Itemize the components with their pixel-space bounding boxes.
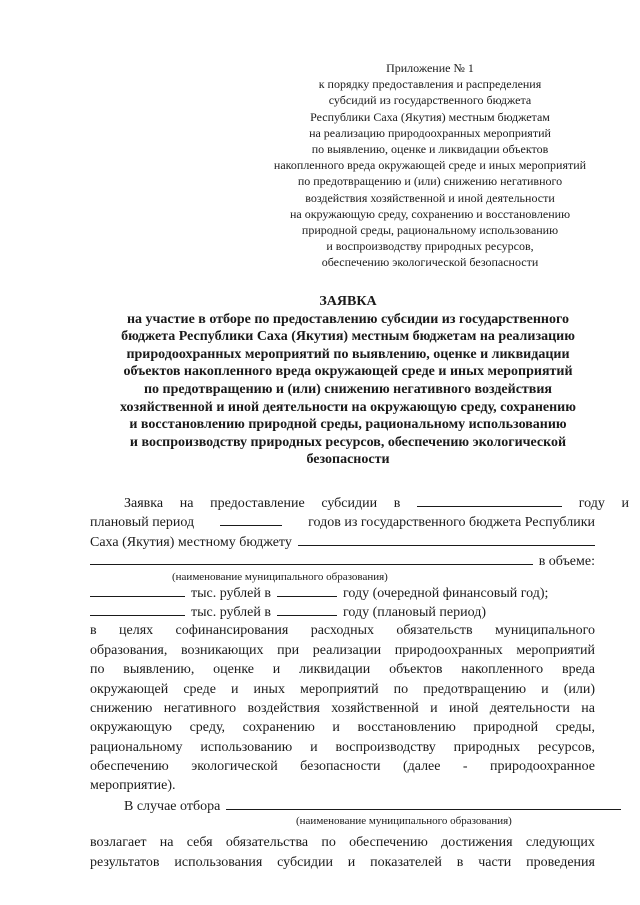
text: плановый период	[90, 515, 195, 531]
text: и	[230, 681, 239, 697]
text: обеспечению	[90, 759, 169, 775]
body-line	[90, 757, 595, 776]
body-line	[90, 512, 595, 531]
text: природных	[453, 739, 521, 755]
body-line	[90, 660, 595, 679]
title-line: и восстановлению природной среды, рациональному использованию	[129, 417, 567, 433]
body-line	[90, 551, 595, 570]
document-body	[90, 493, 629, 872]
text: окружающую	[90, 720, 173, 736]
text: возлагает	[90, 835, 147, 851]
title-line: объектов накопленного вреда окружающей среде и иных мероприятий	[123, 364, 573, 380]
body-line	[90, 699, 595, 718]
body-line	[90, 776, 595, 795]
text: природной	[473, 720, 539, 736]
text: Заявка	[124, 496, 164, 511]
text: при	[277, 642, 300, 658]
text: году (очередной финансовый год);	[342, 585, 549, 601]
text: В случае отбора	[124, 798, 221, 814]
title-line: и воспроизводству природных ресурсов, обеспечению экологической	[129, 434, 567, 450]
text: и	[332, 720, 340, 736]
municipality-blank[interactable]	[298, 532, 595, 546]
text: (далее	[402, 759, 441, 775]
text: среде	[183, 681, 216, 697]
text: в	[90, 623, 97, 639]
body-line	[90, 532, 595, 551]
text: предоставление	[210, 496, 305, 511]
text: ресурсов,	[538, 739, 595, 755]
body-line	[90, 641, 595, 660]
text: объектов	[389, 662, 443, 678]
text: и	[430, 700, 438, 716]
text: по	[393, 681, 409, 697]
text: снижению	[90, 700, 153, 716]
text: (или)	[563, 681, 595, 697]
amount-current-year-blank[interactable]	[90, 583, 185, 597]
title-line: по предотвращению и (или) снижению негативного воздействия	[143, 381, 553, 397]
body-line	[90, 833, 595, 852]
text: окружающей	[90, 681, 169, 697]
text: в	[393, 496, 401, 511]
text: следующих	[525, 835, 595, 851]
text: обязательств	[396, 623, 473, 639]
text: выявлению,	[123, 662, 195, 678]
text: на	[159, 835, 174, 851]
title-line: природоохранных мероприятий по выявлению, оценке и ликвидации	[126, 346, 570, 362]
appendix-line: природной среды, рациональному использованию	[301, 223, 559, 238]
planned-period-blank[interactable]	[220, 512, 282, 526]
text: негативного	[163, 700, 237, 716]
text: достижения	[441, 835, 513, 851]
text: и	[272, 662, 281, 678]
appendix-header	[230, 60, 630, 271]
title-line: на участие в отборе по предоставлению субсидии из государственного	[126, 311, 570, 327]
text: тыс. рублей в	[191, 604, 271, 620]
text: по	[90, 662, 105, 678]
text: и	[541, 681, 549, 697]
text: обязательства	[225, 835, 309, 851]
text: по	[321, 835, 336, 851]
text: использованию	[200, 739, 293, 755]
amount-planned-year-blank[interactable]	[90, 602, 185, 616]
text: годов из государственного бюджета Республики	[308, 515, 595, 531]
text: субсидии	[277, 854, 333, 870]
text: иной	[448, 700, 479, 716]
body-line	[90, 493, 629, 512]
text: воздействия	[247, 700, 320, 716]
caption-municipality-2: (наименование муниципального образования)	[296, 815, 512, 828]
text: использования	[174, 854, 263, 870]
text: иных	[253, 681, 285, 697]
body-line	[90, 680, 595, 699]
body-line	[90, 718, 595, 737]
appendix-line: на окружающую среду, сохранению и восстановлению	[289, 206, 571, 221]
text: восстановлению	[357, 720, 456, 736]
text: тыс. рублей в	[191, 585, 271, 601]
body-line	[90, 738, 595, 757]
text: сохранению	[242, 720, 315, 736]
text: деятельности	[489, 700, 570, 716]
text: в объеме:	[538, 554, 595, 570]
text: мероприятий	[300, 681, 379, 697]
body-line	[90, 796, 629, 815]
text: себя	[186, 835, 213, 851]
text: и	[347, 854, 356, 870]
text: части	[478, 854, 512, 870]
text: муниципального	[495, 623, 595, 639]
text: вреда	[561, 662, 595, 678]
appendix-line: накопленного вреда окружающей среде и иных мероприятий	[273, 158, 587, 173]
text: мероприятий	[516, 642, 595, 658]
year-blank[interactable]	[417, 493, 562, 507]
text: расходных	[310, 623, 375, 639]
title-heading: ЗАЯВКА	[319, 294, 377, 309]
text: Саха (Якутия) местному бюджету	[90, 534, 292, 550]
text: на	[179, 496, 194, 511]
appendix-line: воздействия хозяйственной и иной деятельности	[305, 190, 555, 205]
text: проведения	[526, 854, 595, 870]
text: году	[578, 496, 605, 511]
text: хозяйственной	[331, 700, 419, 716]
text: реализации	[312, 642, 382, 658]
text: среды,	[555, 720, 595, 736]
text: и	[310, 739, 318, 755]
appendix-line: субсидий из государственного бюджета	[328, 93, 532, 108]
text: безопасности	[300, 759, 381, 775]
text: рациональному	[90, 739, 183, 755]
selected-municipality-blank[interactable]	[226, 796, 621, 810]
text: накопленного	[461, 662, 544, 678]
text: году (плановый период)	[342, 604, 487, 620]
title-line: хозяйственной и иной деятельности на окружающую среду, сохранению	[120, 399, 576, 415]
appendix-line: обеспечению экологической безопасности	[321, 255, 539, 270]
text: мероприятие).	[90, 778, 176, 794]
text: природоохранных	[394, 642, 503, 658]
text: среду,	[189, 720, 226, 736]
document-title	[88, 293, 608, 469]
text: оценке	[213, 662, 254, 678]
text: воспроизводству	[335, 739, 436, 755]
text: на	[581, 700, 595, 716]
planned-year-blank[interactable]	[277, 602, 337, 616]
text: образования,	[90, 642, 168, 658]
current-year-blank[interactable]	[277, 583, 337, 597]
title-line: бюджета Республики Саха (Якутия) местным бюджетам на реализацию	[121, 329, 575, 345]
text: -	[462, 759, 468, 775]
appendix-line: на реализацию природоохранных мероприятий	[309, 125, 551, 140]
appendix-line: Республики Саха (Якутия) местным бюджетам	[310, 109, 550, 124]
text: обеспечению	[349, 835, 428, 851]
municipality-name-blank[interactable]	[90, 551, 533, 565]
text: результатов	[90, 854, 160, 870]
appendix-line: по выявлению, оценке и ликвидации объектов	[311, 142, 549, 157]
text: целях	[119, 623, 154, 639]
text: софинансирования	[175, 623, 289, 639]
appendix-line: к порядку предоставления и распределения	[318, 77, 542, 92]
text: показателей	[370, 854, 442, 870]
text: и	[621, 496, 629, 511]
body-line	[90, 621, 595, 640]
body-line	[90, 602, 595, 621]
text: ликвидации	[299, 662, 371, 678]
appendix-line: и воспроизводству природных ресурсов,	[326, 239, 534, 254]
text: в	[456, 854, 464, 870]
text: субсидии	[321, 496, 378, 511]
title-line: безопасности	[306, 452, 390, 468]
body-line	[90, 853, 595, 872]
body-line	[90, 583, 595, 602]
caption-municipality: (наименование муниципального образования)	[172, 570, 388, 583]
appendix-line: Приложение № 1	[386, 61, 474, 75]
text: предотвращению	[423, 681, 527, 697]
text: возникающих	[180, 642, 264, 658]
text: природоохранное	[490, 759, 595, 775]
text: экологической	[191, 759, 278, 775]
appendix-line: по предотвращению и (или) снижению негативного	[297, 174, 563, 189]
